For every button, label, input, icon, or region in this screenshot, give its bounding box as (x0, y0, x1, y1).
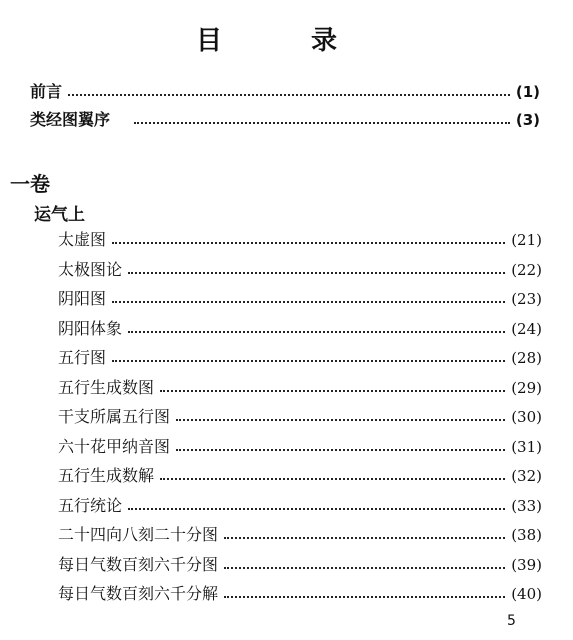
toc-entry-page: (40) (511, 585, 542, 603)
toc-entry-label: 五行图 (58, 348, 107, 367)
toc-entry-page: (30) (511, 408, 542, 426)
toc-entry (58, 376, 542, 400)
dot-leader (224, 584, 505, 598)
toc-entry-label: 五行统论 (58, 495, 123, 515)
dot-leader (176, 407, 505, 421)
toc-entry-page: (24) (511, 319, 542, 338)
toc-entry-page: (38) (511, 526, 542, 544)
toc-entry-label: 每日气数百刻六千分解 (58, 584, 219, 603)
toc-entry (58, 523, 542, 547)
volume-heading: 一卷 (10, 172, 50, 196)
toc-entry (58, 258, 542, 282)
dot-leader (160, 466, 505, 480)
toc-entry (58, 346, 542, 370)
toc-entry-page: (23) (511, 290, 542, 308)
toc-entry (58, 553, 542, 577)
dot-leader (176, 437, 505, 451)
toc-entry-page: (22) (511, 260, 542, 279)
toc-entry-page: (33) (511, 496, 542, 515)
toc-entry-page: (1) (515, 83, 540, 101)
toc-entry-label: 每日气数百刻六千分图 (58, 554, 219, 574)
toc-entry (58, 287, 542, 311)
dot-leader (112, 348, 505, 362)
dot-leader (160, 378, 505, 392)
toc-entry (58, 317, 542, 341)
toc-entry-page: (29) (511, 378, 542, 397)
section-heading: 运气上 (34, 205, 85, 225)
dot-leader (128, 496, 505, 510)
toc-entry-label: 二十四向八刻二十分图 (58, 525, 219, 544)
toc-entry (58, 494, 542, 518)
toc-entry-label: 太虚图 (58, 230, 107, 249)
dot-leader (128, 260, 505, 274)
toc-entry-label: 前言 (30, 82, 63, 101)
toc-entry-page: (31) (511, 437, 542, 456)
toc-entry-page: (3) (515, 111, 540, 129)
toc-entry (58, 464, 542, 488)
toc-entry-label: 类经图翼序 (30, 110, 111, 129)
toc-entry-label: 五行生成数解 (58, 466, 155, 485)
dot-leader (224, 525, 505, 539)
toc-entry (58, 228, 542, 252)
dot-leader (224, 555, 505, 569)
dot-leader (112, 230, 505, 244)
toc-entry (58, 405, 542, 429)
toc-entry-label: 阴阳体象 (58, 318, 123, 338)
toc-entry-page: (32) (511, 467, 542, 485)
toc-entry (58, 435, 542, 459)
toc-entry-page: (21) (511, 231, 542, 249)
toc-entry-label: 五行生成数图 (58, 377, 155, 397)
toc-entry-page: (39) (511, 555, 542, 574)
toc-entry-label: 干支所属五行图 (58, 407, 171, 426)
dot-leader (112, 289, 505, 303)
toc-entry-label: 阴阳图 (58, 289, 107, 308)
toc-entry-preface (30, 80, 540, 104)
toc-entry-foreword (30, 108, 540, 132)
toc-entry-page: (28) (511, 349, 542, 367)
dot-leader (134, 110, 510, 124)
toc-entry-label: 太极图论 (58, 259, 123, 279)
dot-leader (128, 319, 505, 333)
page-title: 目 录 (195, 26, 378, 56)
page-number: 5 (507, 613, 516, 629)
toc-entry (58, 582, 542, 606)
toc-entry-label: 六十花甲纳音图 (58, 436, 171, 456)
dot-leader (68, 82, 510, 96)
